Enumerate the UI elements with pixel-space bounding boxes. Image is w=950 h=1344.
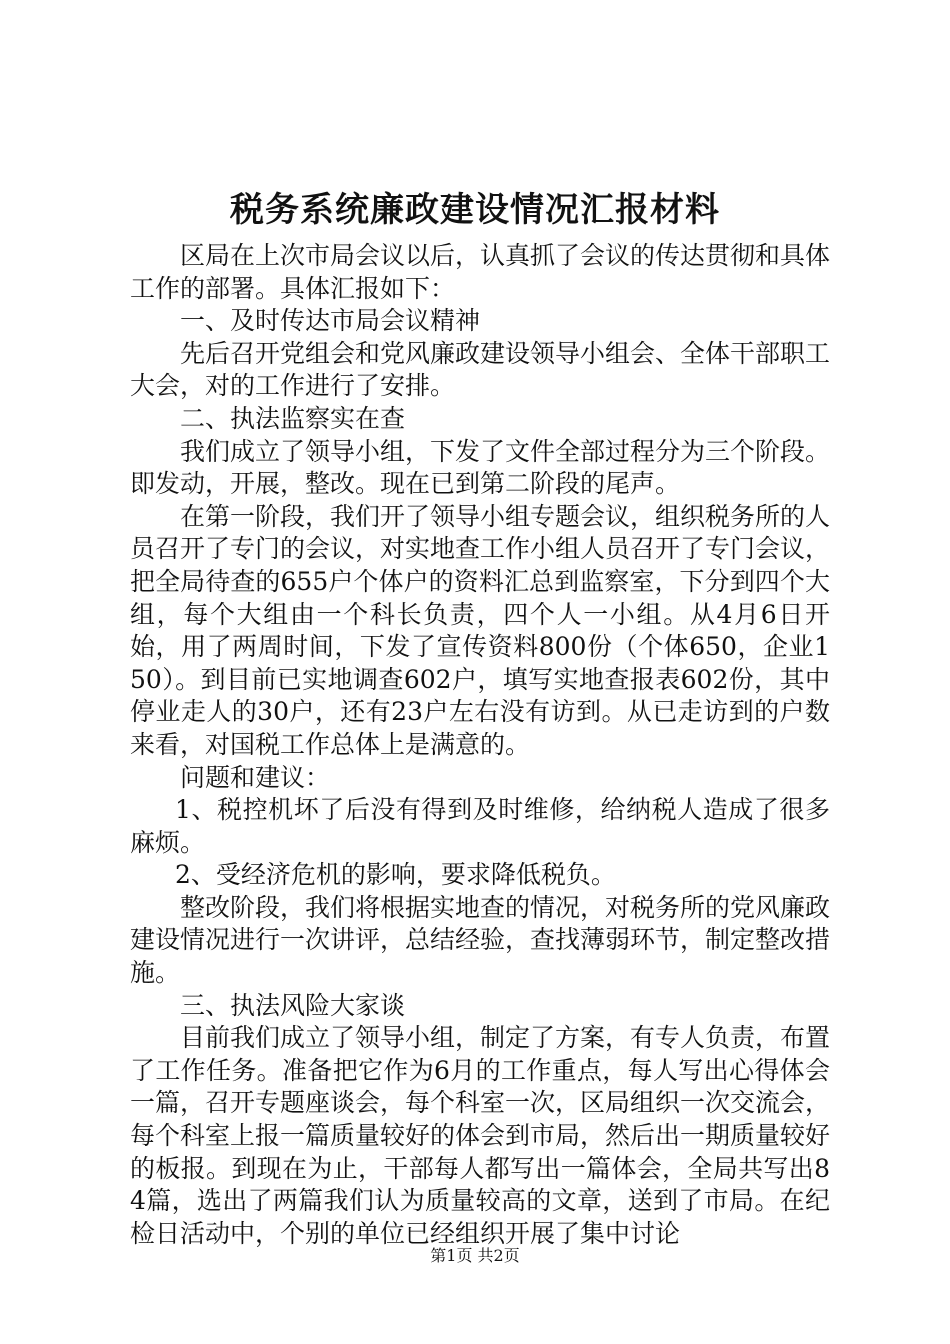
- issue-item-1: 1、税控机坏了后没有得到及时维修，给纳税人造成了很多麻烦。: [130, 795, 830, 857]
- paragraph-section-2a: 我们成立了领导小组，下发了文件全部过程分为三个阶段。即发动，开展，整改。现在已到第二阶段的尾声。: [130, 436, 831, 499]
- section-heading-2: 二、执法监察实在查: [180, 403, 406, 433]
- document-body: [130, 240, 830, 1250]
- subheading-issues: 问题和建议：: [180, 762, 331, 792]
- paragraph-section-1: 先后召开党组会和党风廉政建设领导小组会、全体干部职工大会，对的工作进行了安排。: [130, 338, 831, 401]
- issue-item-2: 2、受经济危机的影响，要求降低税负。: [175, 860, 616, 890]
- paragraph-section-3: 目前我们成立了领导小组，制定了方案，有专人负责，布置了工作任务。准备把它作为6月的工作重点，每人写出心得体会一篇，召开专题座谈会，每个科室一次，区局组织一次交流会，每个科室上报一篇质量较好的体会到市局，然后出一期质量较好的板报。到现在为止，干部每人都写出一篇体会，全局共写出84篇，选出了两篇我们认为质量较高的文章，送到了市局。在纪检日活动中，个别的单位已经组织开展了集中讨论: [130, 1023, 831, 1248]
- paragraph-rectification: 整改阶段，我们将根据实地查的情况，对税务所的党风廉政建设情况进行一次讲评，总结经验，查找薄弱环节，制定整改措施。: [130, 892, 831, 988]
- paragraph-section-2b: 在第一阶段，我们开了领导小组专题会议，组织税务所的人员召开了专门的会议，对实地查工作小组人员召开了专门会议，把全局待查的655户个体户的资料汇总到监察室，下分到四个大组，每个大组由一个科长负责，四个人一小组。从4月6日开始，用了两周时间，下发了宣传资料800份（个体650，企业150）。到目前已实地调查602户，填写实地查报表602份，其中停业走人的30户，还有23户左右没有访到。从已走访到的户数来看，对国税工作总体上是满意的。: [130, 501, 831, 759]
- page-footer: 第1页 共2页: [430, 1246, 520, 1265]
- document-title: 税务系统廉政建设情况汇报材料: [230, 190, 720, 230]
- paragraph-intro: 区局在上次市局会议以后，认真抓了会议的传达贯彻和具体工作的部署。具体汇报如下：: [130, 241, 831, 303]
- section-heading-3: 三、执法风险大家谈: [180, 990, 406, 1020]
- section-heading-1: 一、及时传达市局会议精神: [180, 306, 481, 336]
